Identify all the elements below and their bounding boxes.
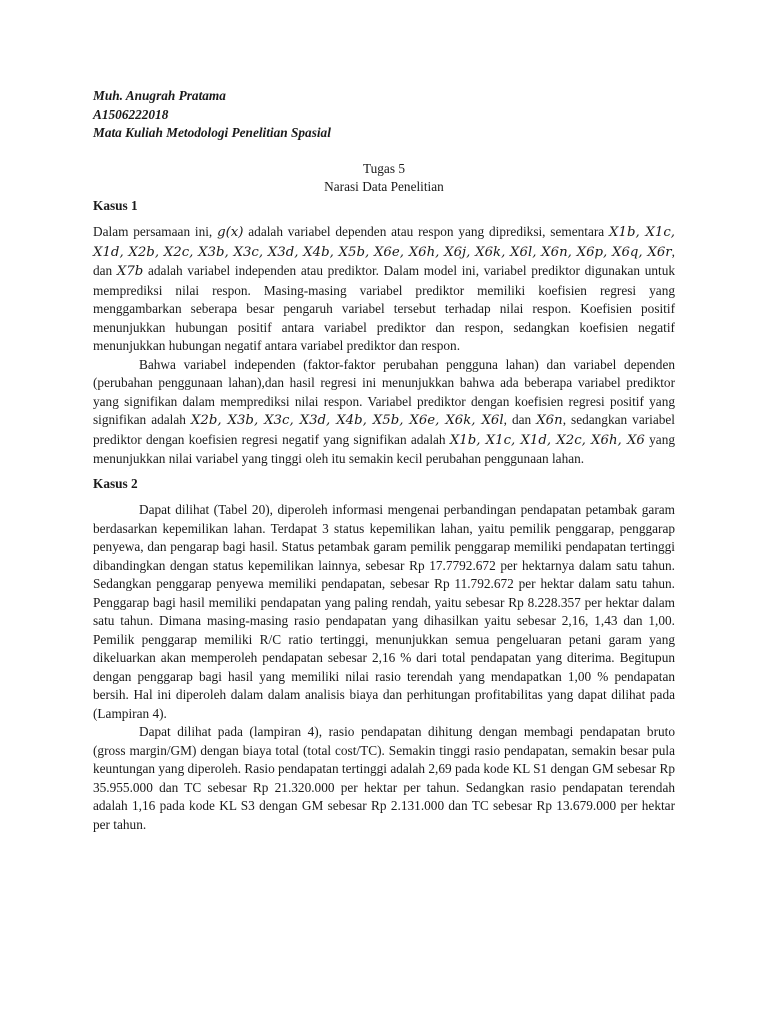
math-expression: X7b <box>116 264 144 279</box>
student-id: A1506222018 <box>93 106 169 122</box>
kasus-1-paragraph-2 <box>93 356 675 469</box>
section-heading-kasus-2: Kasus 2 <box>93 475 138 491</box>
text-run: adalah variabel dependen atau respon yang diprediksi, sementara <box>243 224 610 239</box>
math-expression: X2b, X3b, X3c, X3d, X4b, X5b, X6e, X6k, X6l <box>190 413 504 428</box>
kasus-1-paragraph-1 <box>93 223 675 356</box>
title-block <box>93 160 675 197</box>
section-heading-kasus-1: Kasus 1 <box>93 197 138 213</box>
assignment-title: Tugas 5 <box>362 160 405 176</box>
text-run: yang menunjukkan nilai variabel yang tinggi oleh itu semakin kecil perubahan penggunaan lahan. <box>93 431 675 466</box>
text-run: , dan <box>93 243 675 278</box>
text-run: , sedangkan variabel prediktor dengan koefisien regresi negatif yang signifikan adalah <box>93 412 675 447</box>
course-name: Mata Kuliah Metodologi Penelitian Spasial <box>93 125 331 140</box>
math-expression: g(x) <box>217 225 244 240</box>
math-expression: X6n <box>536 413 563 428</box>
document-body <box>93 87 675 834</box>
assignment-subtitle: Narasi Data Penelitian <box>324 179 444 194</box>
math-expression: X1b, X1c, X1d, X2b, X2c, X3b, X3c, X3d, X4b, X5b, X6e, X6h, X6j, X6k, X6l, X6n, X6p, X6q, X6r <box>93 225 675 260</box>
text-run: Bahwa variabel independen (faktor-faktor perubahan pengguna lahan) dan variabel dependen (perubahan penggunaan lahan),dan hasil regresi ini menunjukkan bahwa ada beberapa variabel prediktor yang signifikan dalam memprediksi nilai respon. Variabel prediktor dengan koefisien regresi positif yang signifikan adalah <box>93 356 675 427</box>
kasus-2-paragraph-1: Dapat dilihat (Tabel 20), diperoleh informasi mengenai perbandingan pendapatan petambak garam berdasarkan kepemilikan lahan. Terdapat 3 status kepemilikan lahan, yaitu pemilik penggarap, penggarap penyewa, dan pengarap bagi hasil. Status petambak garam pemilik penggarap memiliki pendapatan tertinggi dibandingkan dengan status kepemilikan lainnya, sebesar Rp 17.7792.672 per hektarnya dalam satu tahun. Sedangkan penggarap penyewa memiliki pendapatan, sebesar Rp 11.792.672 per hektar dalam satu tahun. Penggarap bagi hasil memiliki pendapatan yang paling rendah, yaitu sebesar Rp 8.228.357 per hektar dalam satu tahun. Dimana masing-masing rasio pendapatan yang dihasilkan yaitu sebesar 2,16, 1,43 dan 1,00. Pemilik penggarap memiliki R/C ratio tertinggi, menunjukkan semua pengeluaran petani garam yang dikeluarkan akan memperoleh pendapatan sebesar 2,16 % dari total pendapatan yang diterima. Begitupun dengan penggarap bagi hasil yang memiliki nilai rasio terendah yang mendapatkan 1,00 % pendapatan bersih. Hal ini diperoleh dalam dalam analisis biaya dan perhitungan profitabilitas yang dapat dilihat pada (Lampiran 4). <box>93 502 675 721</box>
text-run: , dan <box>503 412 537 427</box>
author-name: Muh. Anugrah Pratama <box>93 88 226 103</box>
text-run: Dalam persamaan ini, <box>93 224 218 239</box>
kasus-2-paragraph-2: Dapat dilihat pada (lampiran 4), rasio pendapatan dihitung dengan membagi pendapatan bruto (gross margin/GM) dengan biaya total (total cost/TC). Semakin tinggi rasio pendapatan, semakin besar pula keuntungan yang diperoleh. Rasio pendapatan tertinggi adalah 2,69 pada kode KL S1 dengan GM sebesar Rp 35.955.000 dan TC sebesar Rp 21.320.000 per hektar per tahun. Sedangkan rasio pendapatan terendah adalah 1,16 pada kode KL S3 dengan GM sebesar Rp 2.131.000 dan TC sebesar Rp 13.679.000 per hektar per tahun. <box>93 724 675 832</box>
text-run: adalah variabel independen atau prediktor. Dalam model ini, variabel prediktor digunakan untuk memprediksi nilai respon. Masing-masing variabel prediktor memiliki koefisien regresi yang menggambarkan seberapa besar pengaruh variabel tersebut terhadap nilai respon. Koefisien positif menunjukkan hubungan positif antara variabel prediktor dan respon, sedangkan koefisien negatif menunjukkan hubungan negatif antara variabel prediktor dan respon. <box>93 263 675 353</box>
math-expression: X1b, X1c, X1d, X2c, X6h, X6 <box>449 432 645 448</box>
